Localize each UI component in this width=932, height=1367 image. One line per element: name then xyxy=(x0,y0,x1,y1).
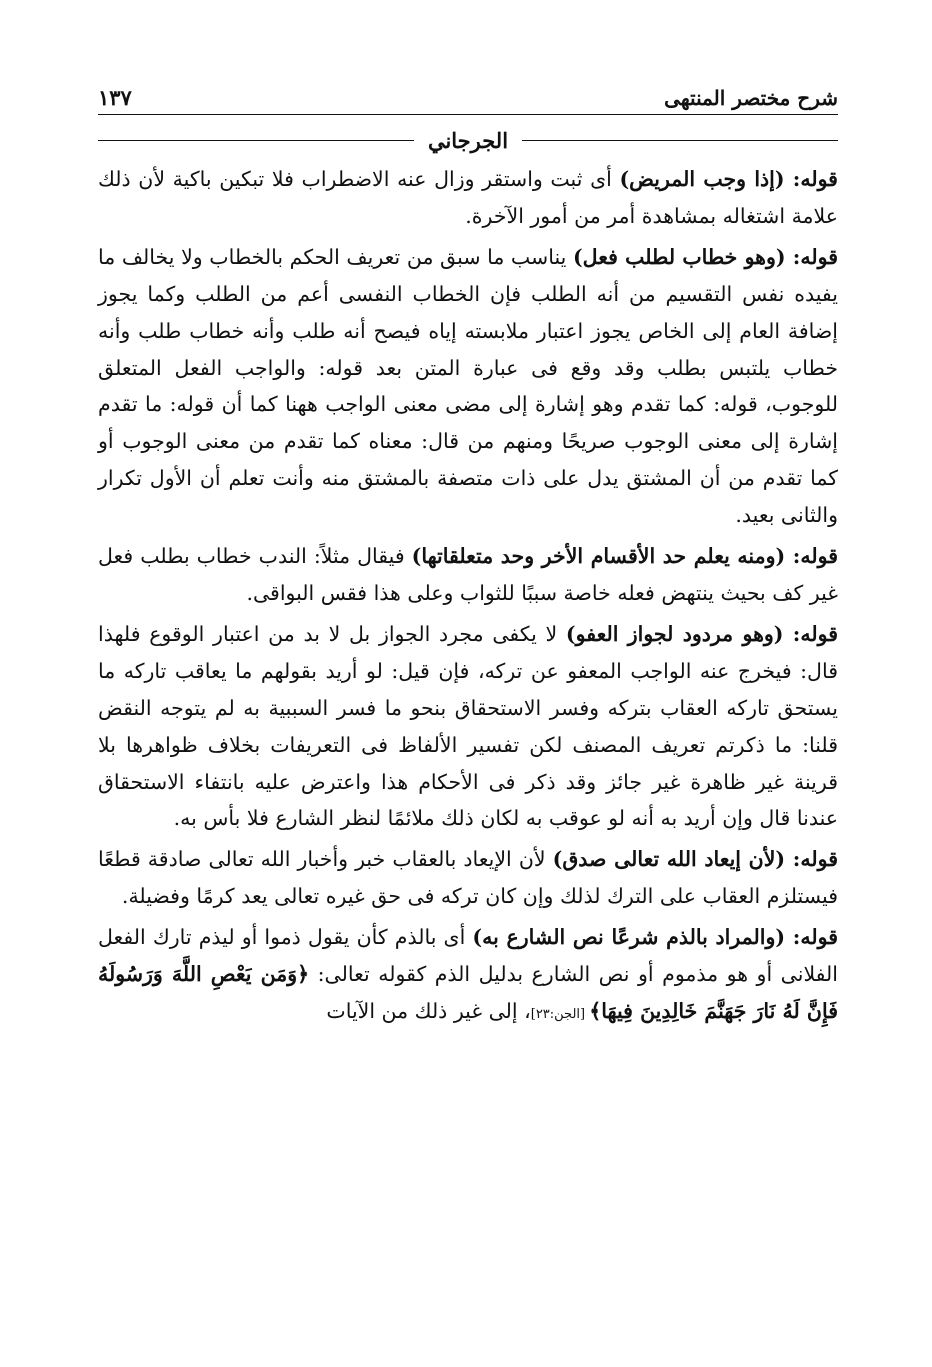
verse-reference: [الجن:٢٣] xyxy=(530,1006,590,1022)
book-page xyxy=(98,78,838,1358)
paragraph-lead: قوله: (وهو خطاب لطلب فعل) xyxy=(572,244,838,269)
page-header xyxy=(98,78,838,114)
paragraph xyxy=(98,616,838,837)
paragraph xyxy=(98,538,838,612)
paragraph-text: فيقال مثلاً: الندب خطاب بطلب فعل غير كف بحيث ينتهض فعله خاصة سببًا للثواب وعلى هذا فقس البواقى. xyxy=(98,544,838,605)
book-title: شرح مختصر المنتهى xyxy=(664,86,838,110)
paragraph xyxy=(98,919,838,1034)
divider-line-right xyxy=(522,140,838,141)
paragraph xyxy=(98,161,838,235)
paragraph-lead: قوله: (ومنه يعلم حد الأقسام الأخر وحد متعلقاتها) xyxy=(411,544,838,569)
quran-verse: ﴿وَمَن يَعْصِ اللَّهَ وَرَسُولَهُ فَإِنَّ لَهُ نَارَ جَهَنَّمَ خَالِدِينَ فِيهَا﴾ xyxy=(98,962,838,1023)
paragraph-text: يناسب ما سبق من تعريف الحكم بالخطاب ولا يخالف ما يفيده نفس التقسيم من أنه الطلب فإن الخطاب النفسى أعم من الطلب وكما يجوز إضافة العام إلى الخاص يجوز اعتبار ملابسته إياه فيصح أنه طلب وأنه خطاب طلب وأنه خطاب يلتبس بطلب وقد وقع فى عبارة المتن بعد قوله: والواجب الفعل المتعلق للوجوب، قوله: كما تقدم وهو إشارة إلى مضى معنى الواجب ههنا كما أن قوله: ما تقدم إشارة إلى معنى الوجوب صريحًا ومنهم من قال: معناه كما تقدم من معنى الوجوب أو كما تقدم من أن المشتق يدل على ذات متصفة بالمشتق منه وأنت تعلم أن الأول تكرار والثانى بعيد. xyxy=(98,244,838,528)
paragraph-text: أى بالذم كأن يقول ذموا أو ليذم تارك الفعل الفلانى أو هو مذموم أو نص الشارع بدليل الذم كقوله تعالى: xyxy=(98,925,838,987)
paragraph-lead: قوله: (وهو مردود لجواز العفو) xyxy=(565,621,838,646)
paragraph xyxy=(98,841,838,915)
author-name: الجرجاني xyxy=(427,127,509,153)
header-rule xyxy=(98,114,838,115)
commentary-body xyxy=(98,161,838,1034)
divider-line-left xyxy=(98,140,414,141)
paragraph-lead: قوله: (والمراد بالذم شرعًا نص الشارع به) xyxy=(472,925,839,950)
paragraph-text: لا يكفى مجرد الجواز بل لا بد من اعتبار الوقوع فلهذا قال: فيخرج عنه الواجب المعفو عن تركه، فإن قيل: لو أريد بقولهم ما يعاقب تاركه ما يستحق تاركه العقاب بتركه وفسر الاستحقاق بنحو ما فسر السببية به لم يتوجه النقض قلنا: ما ذكرتم تعريف المصنف لكن تفسير الألفاظ فى التعريفات بخلاف ظواهرها بلا قرينة غير ظاهرة غير جائز وقد ذكر فى الأحكام هذا واعترض عليه بانتفاء الاستحقاق عندنا قال وإن أريد به أنه لو عوقب به لكان ذلك ملائمًا لنظر الشارع فلا بأس به. xyxy=(98,621,838,831)
page-number: ١٣٧ xyxy=(98,85,132,110)
paragraph-tail: ، إلى غير ذلك من الآيات xyxy=(326,998,531,1023)
paragraph-text: لأن الإيعاد بالعقاب خبر وأخبار الله تعالى صادقة قطعًا فيستلزم العقاب على الترك لذلك وإن كان تركه فى حق غيره تعالى يعد كرمًا وفضيلة. xyxy=(98,847,838,909)
paragraph-text: أى ثبت واستقر وزال عنه الاضطراب فلا تبكين باكية لأن ذلك علامة اشتغاله بمشاهدة أمر من أمور الآخرة. xyxy=(98,167,838,228)
paragraph-lead: قوله: (لأن إيعاد الله تعالى صدق) xyxy=(552,847,838,872)
paragraph xyxy=(98,239,838,534)
author-divider xyxy=(98,123,838,157)
paragraph-lead: قوله: (إذا وجب المريض) xyxy=(619,167,838,191)
